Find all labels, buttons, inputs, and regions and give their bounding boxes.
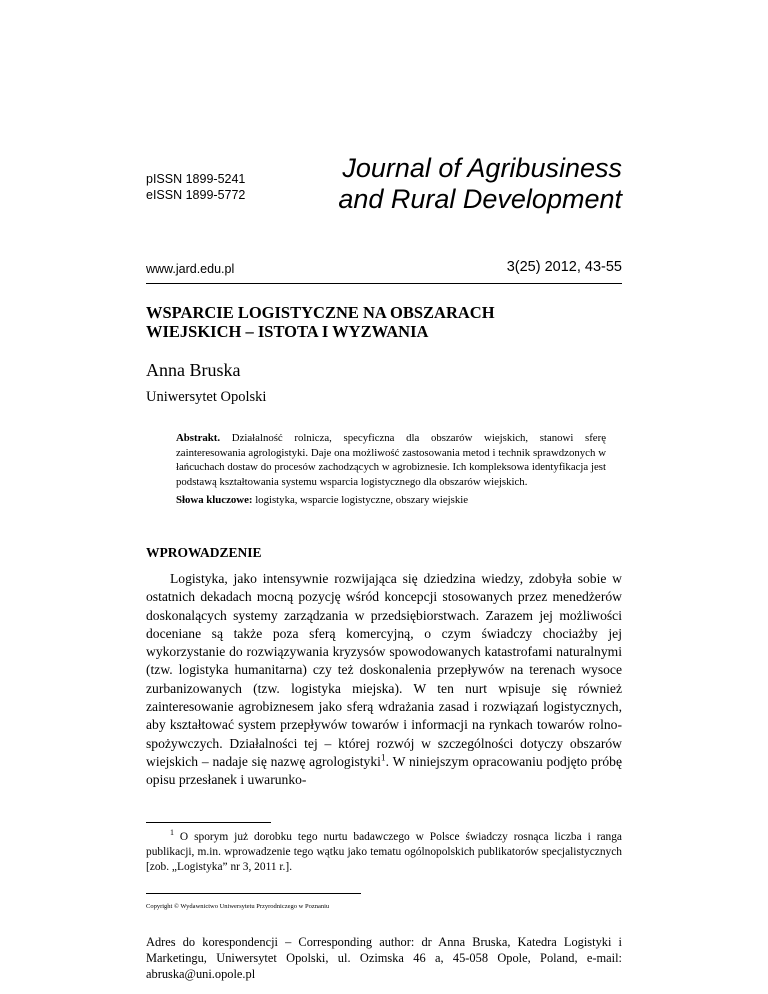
article-title-line2: WIEJSKICH – ISTOTA I WYZWANIA — [146, 322, 429, 341]
keywords-text: logistyka, wsparcie logistyczne, obszary wiejskie — [255, 494, 469, 506]
footnote-mark: 1 — [170, 828, 174, 838]
intro-paragraph — [146, 570, 622, 790]
pissn: pISSN 1899-5241 — [146, 172, 246, 186]
header-rule — [146, 283, 622, 284]
copyright: Copyright © Wydawnictwo Uniwersytetu Przyrodniczego w Poznaniu — [146, 903, 330, 910]
copyright-rule — [146, 893, 361, 894]
intro-text: Logistyka, jako intensywnie rozwijająca się dziedzina wiedzy, zdobyła sobie w ostatnich dekadach mocną pozycję wśród koncepcji stosowanych przez menedżerów doskonalących systemy zarządzania w przedsiębiorstwach. Zarazem jej możliwości doceniane są także poza sferą komercyjną, o czym świadczy chociażby jej wykorzystanie do rozwiązywania kryzysów spowodowanych katastrofami naturalnymi (tzw. logistyka humanitarna) czy też doskonalenia przepływów na terenach wysoce zurbanizowanych (tzw. logistyka miejska). W ten nurt wpisuje się również zainteresowanie agrobiznesem jako sferą wdrażania zasad i rozwiązań logistycznych, aby kształtować system przepływów towarów i informacji na rynkach towarów rolno-spożywczych. Działalności tej – której rozwój w szczególności dotyczy obszarów wiejskich – nadaje się nazwę agrologistyki — [146, 571, 622, 769]
author-affiliation: Uniwersytet Opolski — [146, 389, 267, 405]
intro-text-continued: . W niniejszym opracowaniu podjęto próbę opisu przesłanek i uwarunko- — [146, 753, 622, 788]
journal-title — [292, 153, 622, 215]
article-title — [146, 303, 622, 341]
footnote — [146, 830, 622, 874]
footnote-text: O sporym już dorobku tego nurtu badawczego w Polsce świadczy rosnąca liczba i ranga publikacji, m.in. wprowadzenie tego wątku jako tematu ogólnopolskich publikatorów specjalistycznych [zob. „Logistyka” nr 3, 2011 r.]. — [146, 831, 622, 873]
volume-pages: 3(25) 2012, 43-55 — [506, 259, 622, 275]
correspondence-address: Adres do korespondencji – Corresponding author: dr Anna Bruska, Katedra Logistyki i Marketingu, Uniwersytet Opolski, ul. Ozimska 46 a, 45-058 Opole, Poland, e-mail: abruska@uni.opole.pl — [146, 935, 622, 981]
article-title-line1: WSPARCIE LOGISTYCZNE NA OBSZARACH — [146, 303, 495, 322]
keywords — [176, 494, 606, 506]
footnote-ref: 1 — [380, 753, 386, 764]
author-name: Anna Bruska — [146, 360, 241, 380]
eissn: eISSN 1899-5772 — [146, 188, 246, 202]
keywords-label: Słowa kluczowe: — [176, 494, 253, 506]
abstract-label: Abstrakt. — [176, 432, 221, 444]
footnote-rule — [146, 822, 271, 823]
abstract — [176, 431, 606, 489]
abstract-text: Działalność rolnicza, specyficzna dla obszarów wiejskich, stanowi sferę zainteresowania agrologistyki. Daje ona możliwość zastosowania metod i technik sprawdzonych w łańcuchach dostaw do procesów zachodzących w agrobiznesie. Ich kompleksowa identyfikacja jest podstawą kształtowania systemu wsparcia logistycznego dla obszarów wiejskich. — [176, 432, 606, 488]
journal-title-line2: and Rural Development — [338, 184, 622, 214]
journal-title-line1: Journal of Agribusiness — [342, 153, 622, 183]
journal-url: www.jard.edu.pl — [146, 262, 235, 276]
section-heading: WPROWADZENIE — [146, 545, 262, 560]
